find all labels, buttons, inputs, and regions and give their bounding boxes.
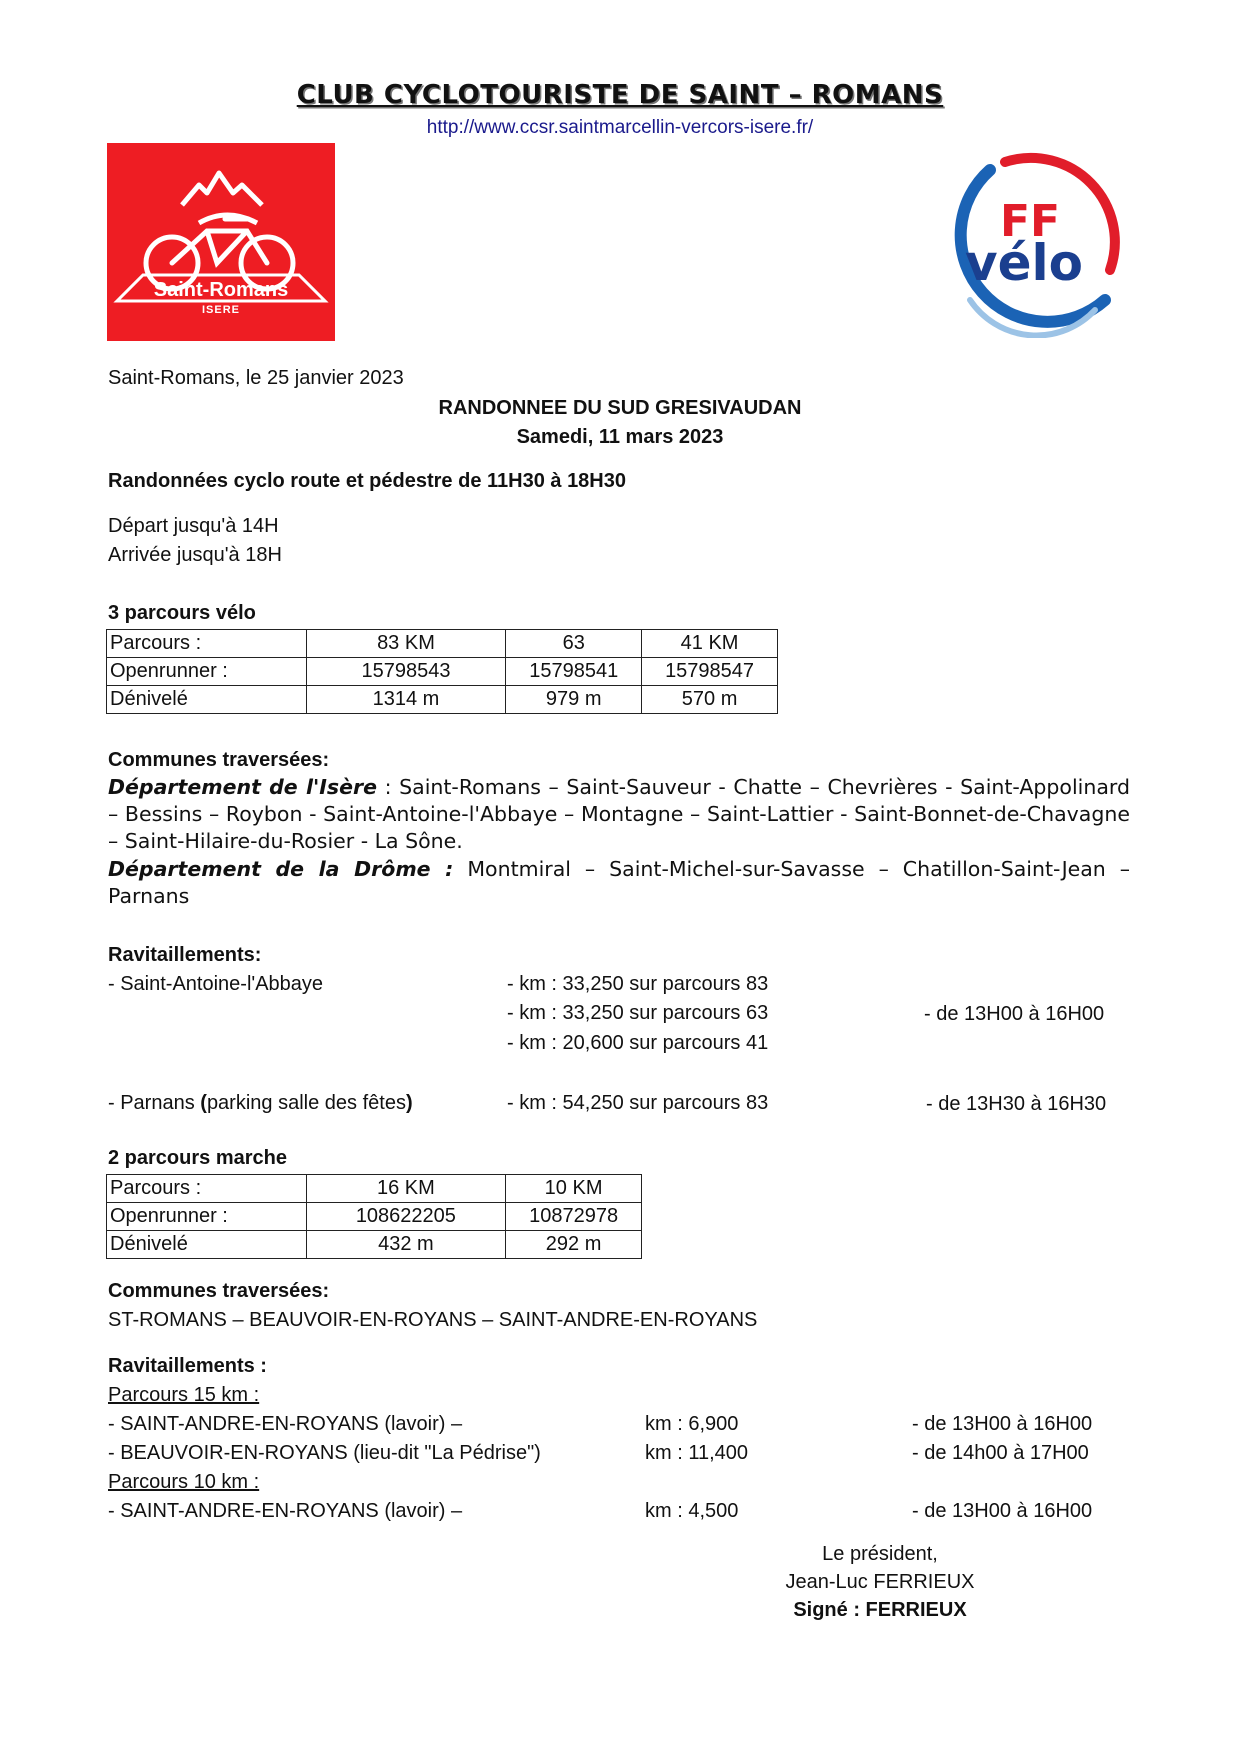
table-row (107, 1231, 642, 1259)
p15-hours: - de 14h00 à 17H00 (912, 1442, 1089, 1464)
ravito-km: - km : 20,600 sur parcours 41 (507, 1032, 769, 1054)
ravito-hours-1: - de 13H00 à 16H00 (924, 1003, 1105, 1025)
ravito-place-2-detail: parking salle des fêtes (206, 1092, 406, 1114)
place-date: Saint-Romans, le 25 janvier 2023 (108, 367, 404, 389)
isere-communes (108, 774, 1130, 855)
table-cell: 292 m (506, 1231, 642, 1259)
table-cell: 979 m (506, 686, 642, 714)
table-cell: 15798541 (506, 658, 642, 686)
ravito-km: - km : 33,250 sur parcours 83 (507, 973, 769, 995)
table-cell: 83 KM (306, 630, 506, 658)
p15-km: km : 6,900 (645, 1413, 739, 1435)
table-row (107, 630, 778, 658)
table-row (107, 1203, 642, 1231)
table-cell: Openrunner : (107, 658, 307, 686)
isere-text: : Saint-Romans – Saint-Sauveur - Chatte – Chevrières - Saint-Appolinard – Bessins – Roybon - Saint-Antoine-l'Abbaye – Montagne – Saint-Lattier - Saint-Bonnet-de-Chavagne – Saint-Hilaire-du-Rosier - La Sône. (108, 775, 1130, 853)
table-cell: 432 m (306, 1231, 506, 1259)
table-cell: Parcours : (107, 630, 307, 658)
ravito-km: - km : 33,250 sur parcours 63 (507, 1002, 769, 1024)
table-cell: 16 KM (306, 1175, 506, 1203)
ravito-place-2-name: - Parnans (108, 1092, 201, 1114)
table-cell: 15798547 (642, 658, 778, 686)
table-cell: 108622205 (306, 1203, 506, 1231)
table-row (107, 1175, 642, 1203)
table-cell: 15798543 (306, 658, 506, 686)
table-cell: Dénivelé (107, 686, 307, 714)
marche-heading: 2 parcours marche (108, 1147, 287, 1169)
p15-place: - SAINT-ANDRE-EN-ROYANS (lavoir) – (108, 1413, 463, 1435)
club-url[interactable]: http://www.ccsr.saintmarcellin-vercors-isere.fr/ (426, 117, 814, 138)
table-cell: Parcours : (107, 1175, 307, 1203)
depart-time: Départ jusqu'à 14H (108, 515, 279, 537)
table-cell: 41 KM (642, 630, 778, 658)
p10-place: - SAINT-ANDRE-EN-ROYANS (lavoir) – (108, 1500, 463, 1522)
table-row (107, 686, 778, 714)
isere-label: Département de l'Isère (108, 775, 377, 799)
p15-hours: - de 13H00 à 16H00 (912, 1413, 1093, 1435)
table-cell: 10872978 (506, 1203, 642, 1231)
table-cell: Openrunner : (107, 1203, 307, 1231)
p10-heading: Parcours 10 km : (108, 1471, 260, 1493)
p15-place: - BEAUVOIR-EN-ROYANS (lieu-dit "La Pédrise") (108, 1442, 541, 1464)
marche-ravito-heading: Ravitaillements : (108, 1355, 267, 1377)
drome-label: Département de la Drôme : (108, 857, 454, 881)
paren-open: ( (200, 1092, 207, 1114)
ravito-km-2: - km : 54,250 sur parcours 83 (507, 1092, 769, 1114)
logo-sub: ISERE (201, 304, 240, 316)
p10-hours: - de 13H00 à 16H00 (912, 1500, 1093, 1522)
velo-text: vélo (965, 234, 1083, 292)
club-title: CLUB CYCLOTOURISTE DE SAINT – ROMANS (296, 80, 944, 110)
ravito-place-1: - Saint-Antoine-l'Abbaye (108, 973, 324, 995)
table-cell: 63 (506, 630, 642, 658)
table-cell: 570 m (642, 686, 778, 714)
p15-heading: Parcours 15 km : (108, 1384, 260, 1406)
saint-romans-logo (107, 143, 335, 341)
drome-text: Montmiral – Saint-Michel-sur-Savasse – Chatillon-Saint-Jean – Parnans (108, 857, 1131, 908)
table-cell: Dénivelé (107, 1231, 307, 1259)
marche-communes-heading: Communes traversées: (108, 1280, 330, 1302)
marche-table (106, 1174, 642, 1259)
signature-signed: Signé : FERRIEUX (793, 1599, 967, 1621)
velo-heading: 3 parcours vélo (108, 602, 256, 624)
ff-velo-logo (930, 150, 1125, 338)
signature-name: Jean-Luc FERRIEUX (785, 1571, 975, 1593)
subtitle: Randonnées cyclo route et pédestre de 11H30 à 18H30 (108, 470, 626, 492)
marche-communes: ST-ROMANS – BEAUVOIR-EN-ROYANS – SAINT-ANDRE-EN-ROYANS (108, 1309, 758, 1331)
event-name: RANDONNEE DU SUD GRESIVAUDAN (438, 397, 802, 419)
table-row (107, 658, 778, 686)
signature-role: Le président, (822, 1543, 938, 1565)
velo-communes-heading: Communes traversées: (108, 749, 330, 771)
ravito-place-2 (108, 1090, 413, 1116)
event-date: Samedi, 11 mars 2023 (516, 426, 724, 448)
ff-text: FF (1000, 196, 1061, 247)
p15-km: km : 11,400 (645, 1442, 749, 1464)
arrivee-time: Arrivée jusqu'à 18H (108, 544, 282, 566)
velo-ravito-heading: Ravitaillements: (108, 944, 262, 966)
table-cell: 10 KM (506, 1175, 642, 1203)
logo-name: Saint-Romans (153, 279, 289, 301)
table-cell: 1314 m (306, 686, 506, 714)
drome-communes (108, 856, 1130, 910)
velo-table (106, 629, 778, 714)
p10-km: km : 4,500 (645, 1500, 739, 1522)
paren-close: ) (405, 1092, 413, 1114)
ravito-hours-2: - de 13H30 à 16H30 (926, 1093, 1107, 1115)
